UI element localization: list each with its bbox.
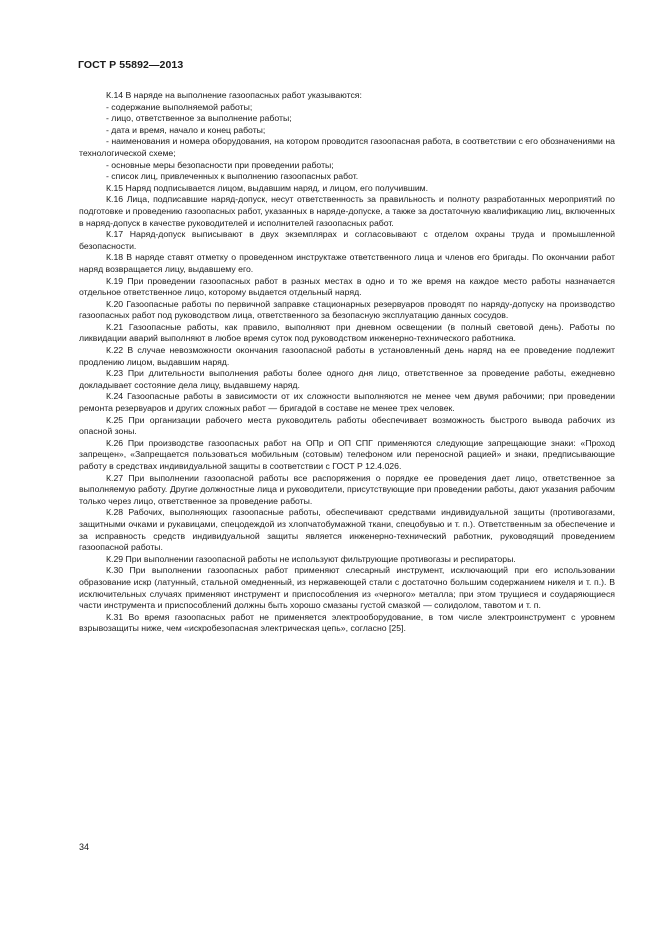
list-item: - наименования и номера оборудования, на котором проводится газоопасная работа, в соответствии с его обозначениями на технологической схеме; (79, 136, 615, 158)
paragraph-k16: К.16 Лица, подписавшие наряд-допуск, несут ответственность за правильность и полноту разработанных мероприятий по подготовке и проведению газоопасных работ, указанных в наряде-допуске, а также за достаточную квалификацию лиц, включенных в наряд-допуск в качестве руководителей и исполнителей газоопасных работ. (79, 194, 615, 228)
paragraph-k27: К.27 При выполнении газоопасной работы все распоряжения о порядке ее проведения дает лицо, ответственное за выполняемую работу. Другие должностные лица и руководители, присутствующие при проведении работы, дают указания рабочим только через лицо, ответственное за проведение работы. (79, 472, 615, 506)
paragraph-k30: К.30 При выполнении газоопасных работ применяют слесарный инструмент, исключающий при его использовании образование искр (латунный, стальной омедненный, из нержавеющей стали с достаточно большим содержанием никеля и т. п.). В исключительных случаях применяют инструмент и приспособления из «черного» металла; при этом трущиеся и соударяющиеся части инструмента и приспособлений должны быть хорошо смазаны густой смазкой — солидолом, тавотом и т. п. (79, 565, 615, 611)
list-item: - основные меры безопасности при проведении работы; (106, 159, 334, 170)
page-number: 34 (79, 842, 90, 852)
paragraph-k22: К.22 В случае невозможности окончания газоопасной работы в установленный день наряд на ее проведение подлежит продлению лицом, выдавшим наряд. (79, 345, 615, 367)
paragraph-k25: К.25 При организации рабочего места руководитель работы обеспечивает возможность быстрого вывода рабочих из опасной зоны. (79, 414, 615, 437)
paragraph-k21: К.21 Газоопасные работы, как правило, выполняют при дневном освещении (в полный световой день). Работы по ликвидации аварий выполняют в любое время суток под руководством инженерно-технического работника. (79, 321, 615, 344)
paragraph-k23: К.23 При длительности выполнения работы более одного дня лицо, ответственное за проведение работы, ежедневно докладывает состояние дела лицу, выдавшему наряд. (79, 368, 615, 390)
paragraph-k28: К.28 Рабочих, выполняющих газоопасные работы, обеспечивают средствами индивидуальной защиты (противогазами, защитными очками и рукавицами, спецодеждой из хлопчатобумажной ткани, спецобувью и т. п.). Ответственным за обеспечение и за исправность средств индивидуальной защиты является инженерно-технический работник, руководящий проведением газоопасной работы. (79, 507, 615, 553)
paragraph-k19: К.19 При проведении газоопасных работ в разных местах в одно и то же время на каждое место работы назначается отдельное ответственное лицо, которому выдается отдельный наряд. (79, 275, 615, 298)
paragraph-k29: К.29 При выполнении газоопасной работы не используют фильтрующие противогазы и респираторы. (106, 553, 516, 564)
paragraph-k17: К.17 Наряд-допуск выписывают в двух экземплярах и согласовывают с отделом охраны труда и промышленной безопасности. (79, 229, 615, 251)
paragraph-k18: К.18 В наряде ставят отметку о проведенном инструктаже ответственного лица и членов его бригады. По окончании работ наряд возвращается лицу, выдавшему его. (79, 252, 615, 274)
standard-title: ГОСТ Р 55892—2013 (78, 59, 184, 71)
paragraph-k14: К.14 В наряде на выполнение газоопасных работ указываются: (106, 90, 362, 100)
list-item: - дата и время, начало и конец работы; (106, 124, 266, 135)
list-item: - лицо, ответственное за выполнение работы; (106, 113, 292, 124)
paragraph-k20: К.20 Газоопасные работы по первичной заправке стационарных резервуаров проводят по наряду-допуску на производство газоопасных работ под руководством лица, ответственного за безопасную эксплуатацию данных сосудов. (79, 298, 615, 321)
document-body (79, 90, 615, 635)
paragraph-k31: К.31 Во время газоопасных работ не применяется электрооборудование, в том числе электроинструмент с уровнем взрывозащиты ниже, чем «искробезопасная электрическая цепь», согласно [25]. (79, 611, 615, 634)
paragraph-k26: К.26 При производстве газоопасных работ на ОПр и ОП СПГ применяются следующие запрещающие знаки: «Проход запрещен», «Запрещается пользоваться мобильным (сотовым) телефоном или переносной рацией» и знаки, предписывающие работу в средствах индивидуальной защиты в соответствии с ГОСТ Р 12.4.026. (79, 437, 615, 471)
list-item: - список лиц, привлеченных к выполнению газоопасных работ. (106, 171, 359, 182)
paragraph-k15: К.15 Наряд подписывается лицом, выдавшим наряд, и лицом, его получившим. (106, 182, 429, 193)
paragraph-k24: К.24 Газоопасные работы в зависимости от их сложности выполняются не менее чем двумя рабочими; при проведении ремонта резервуаров и других сложных работ — бригадой в составе не менее трех человек. (79, 391, 615, 414)
list-item: - содержание выполняемой работы; (106, 101, 253, 112)
